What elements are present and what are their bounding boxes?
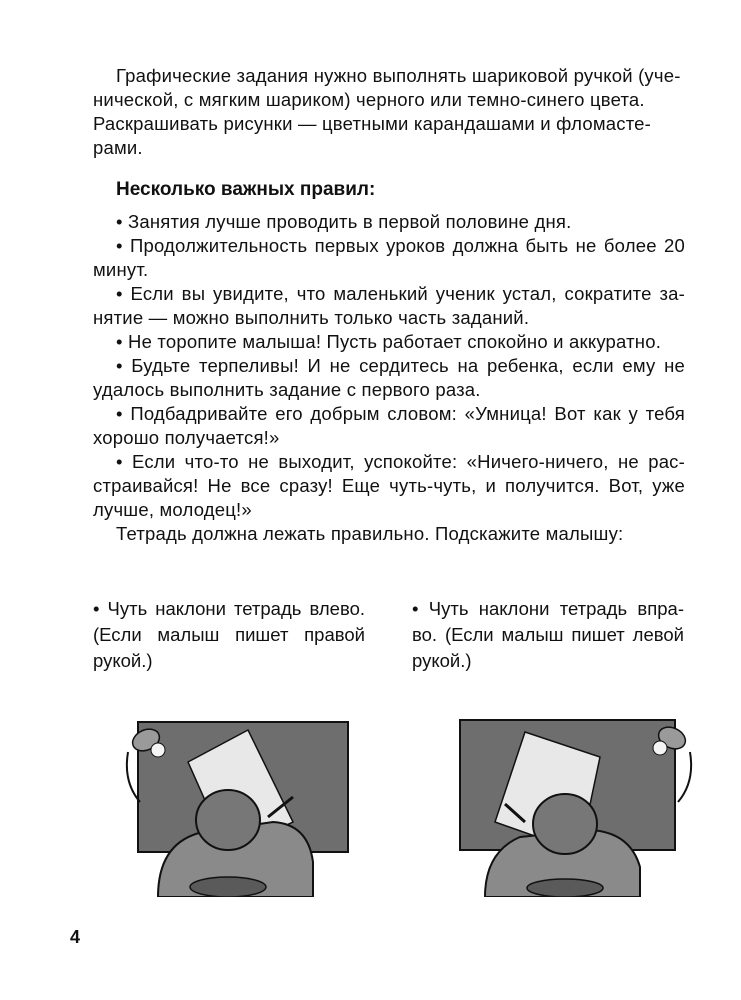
rules-heading: Несколько важных правил: [116, 179, 376, 200]
rule-item: • Продолжительность первых уроков должна быть не более 20 минут. [93, 235, 685, 280]
intro-line: рами. [93, 137, 143, 158]
intro-line: Раскрашивать рисунки — цветными карандашами и фломасте- [93, 113, 652, 134]
rule-item: • Если что-то не выходит, успокойте: «Ничего-ничего, не рас-страивайся! Не все сразу! Еще чуть-чуть, и получится. Вот, уже лучше, молодец!» [93, 451, 685, 520]
rules-list [93, 210, 685, 546]
intro-line: нической, с мягким шариком) черного или темно-синего цвета. [93, 89, 645, 110]
tip-left: • Чуть наклони тетрадь влево. (Если малыш пишет правой рукой.) [93, 598, 365, 671]
illustration-right-handed [118, 712, 378, 897]
rule-item: • Если вы увидите, что маленький ученик устал, сократите за-нятие — можно выполнить только часть заданий. [93, 283, 685, 328]
intro-line: Графические задания нужно выполнять шариковой ручкой (уче- [116, 65, 681, 86]
illustration-left-handed [440, 712, 700, 897]
rule-item: • Подбадривайте его добрым словом: «Умница! Вот как у тебя хорошо получается!» [93, 403, 685, 448]
page-number: 4 [70, 927, 81, 947]
rule-item: Тетрадь должна лежать правильно. Подскажите малышу: [116, 523, 624, 544]
tip-right: • Чуть наклони тетрадь впра-во. (Если малыш пишет левой рукой.) [412, 598, 684, 671]
intro-paragraph [93, 64, 685, 160]
rule-item: • Не торопите малыша! Пусть работает спокойно и аккуратно. [116, 331, 662, 352]
rule-item: • Будьте терпеливы! И не сердитесь на ребенка, если ему не удалось выполнить задание с первого раза. [93, 355, 685, 400]
rule-item: • Занятия лучше проводить в первой половине дня. [116, 211, 572, 232]
